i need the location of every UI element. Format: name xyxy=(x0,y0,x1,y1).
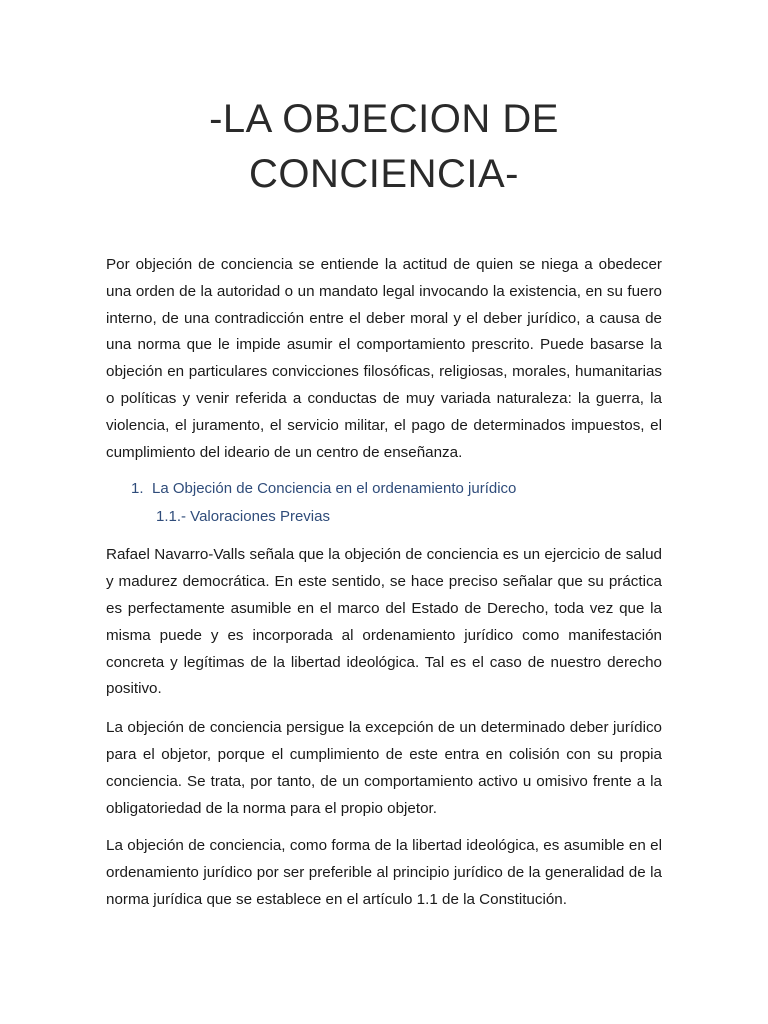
section-heading-1 xyxy=(106,476,662,502)
paragraph-excepcion: La objeción de conciencia persigue la excepción de un determinado deber jurídico para el objetor, porque el cumplimiento de este entra en colisión con su propia conciencia. Se trata, por tanto, de un comportamiento activo u omisivo frente a la obligatoriedad de la norma para el propio objetor. xyxy=(106,719,662,817)
title-line-2: CONCIENCIA- xyxy=(249,152,519,196)
title-line-1: -LA OBJECION DE xyxy=(209,97,559,141)
section-heading-1-text: La Objeción de Conciencia en el ordenamiento jurídico xyxy=(152,480,517,498)
paragraph-navarro-valls: Rafael Navarro-Valls señala que la objeción de conciencia es un ejercicio de salud y madurez democrática. En este sentido, se hace preciso señalar que su práctica es perfectamente asumible en el marco del Estado de Derecho, toda vez que la misma puede y es incorporada al ordenamiento jurídico como manifestación concreta y legítimas de la libertad ideológica. Tal es el caso de nuestro derecho positivo. xyxy=(106,546,662,698)
paragraph-definition: Por objeción de conciencia se entiende la actitud de quien se niega a obedecer una orden de la autoridad o un mandato legal invocando la existencia, en su fuero interno, de una contradicción entre el deber moral y el deber jurídico, a causa de una norma que le impide asumir el comportamiento prescrito. Puede basarse la objeción en particulares convicciones filosóficas, religiosas, morales, humanitarias o políticas y venir referida a conductas de muy variada naturaleza: la guerra, la violencia, el juramento, el servicio militar, el pago de determinados impuestos, el cumplimiento del ideario de un centro de enseñanza. xyxy=(106,256,662,461)
document-page xyxy=(106,0,662,914)
section-heading-1-number: 1. xyxy=(131,480,144,498)
subsection-heading-1-1: 1.1.- Valoraciones Previas xyxy=(156,508,330,526)
document-title xyxy=(106,0,662,202)
paragraph-libertad-ideologica: La objeción de conciencia, como forma de la libertad ideológica, es asumible en el ordenamiento jurídico por ser preferible al principio jurídico de la generalidad de la norma jurídica que se establece en el artículo 1.1 de la Constitución. xyxy=(106,837,662,908)
